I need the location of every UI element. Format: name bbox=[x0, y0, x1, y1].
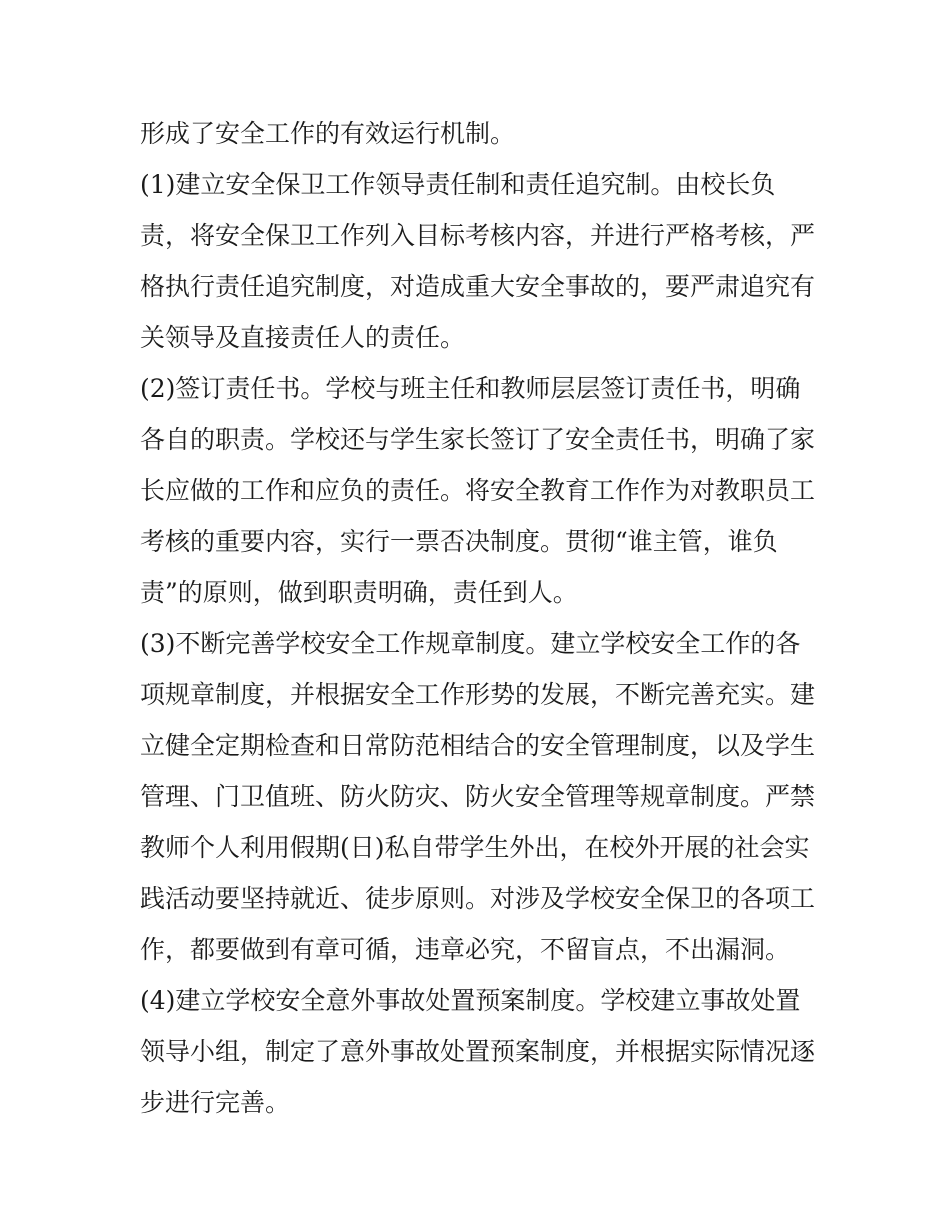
text-line: 格执行责任追究制度，对造成重大安全事故的，要严肃追究有 bbox=[140, 272, 816, 301]
text-line: 关领导及直接责任人的责任。 bbox=[140, 323, 466, 352]
text-line: 长应做的工作和应负的责任。将安全教育工作作为对教职员工 bbox=[140, 476, 816, 505]
text-line: 教师个人利用假期(日)私自带学生外出，在校外开展的社会实 bbox=[140, 833, 810, 862]
text-line: 责，将安全保卫工作列入目标考核内容，并进行严格考核，严 bbox=[140, 221, 816, 250]
text-line: 践活动要坚持就近、徒步原则。对涉及学校安全保卫的各项工 bbox=[140, 884, 816, 913]
text-line: (3)不断完善学校安全工作规章制度。建立学校安全工作的各 bbox=[140, 629, 801, 658]
text-line: 形成了安全工作的有效运行机制。 bbox=[140, 119, 516, 148]
text-line: 考核的重要内容，实行一票否决制度。贯彻“谁主管，谁负 bbox=[140, 527, 778, 556]
text-line: 责”的原则，做到职责明确，责任到人。 bbox=[140, 578, 578, 607]
text-line: 领导小组，制定了意外事故处置预案制度，并根据实际情况逐 bbox=[140, 1037, 816, 1066]
text-line: 步进行完善。 bbox=[140, 1088, 291, 1117]
text-line: 各自的职责。学校还与学生家长签订了安全责任书，明确了家 bbox=[140, 425, 816, 454]
document-body bbox=[140, 108, 816, 1128]
text-line: (2)签订责任书。学校与班主任和教师层层签订责任书，明确 bbox=[140, 374, 801, 403]
text-line: (1)建立安全保卫工作领导责任制和责任追究制。由校长负 bbox=[140, 170, 776, 199]
text-line: 立健全定期检查和日常防范相结合的安全管理制度，以及学生 bbox=[140, 731, 816, 760]
text-line: 项规章制度，并根据安全工作形势的发展，不断完善充实。建 bbox=[140, 680, 816, 709]
text-line: 管理、门卫值班、防火防灾、防火安全管理等规章制度。严禁 bbox=[140, 782, 816, 811]
text-line: 作，都要做到有章可循，违章必究，不留盲点，不出漏洞。 bbox=[140, 935, 791, 964]
text-line: (4)建立学校安全意外事故处置预案制度。学校建立事故处置 bbox=[140, 986, 801, 1015]
